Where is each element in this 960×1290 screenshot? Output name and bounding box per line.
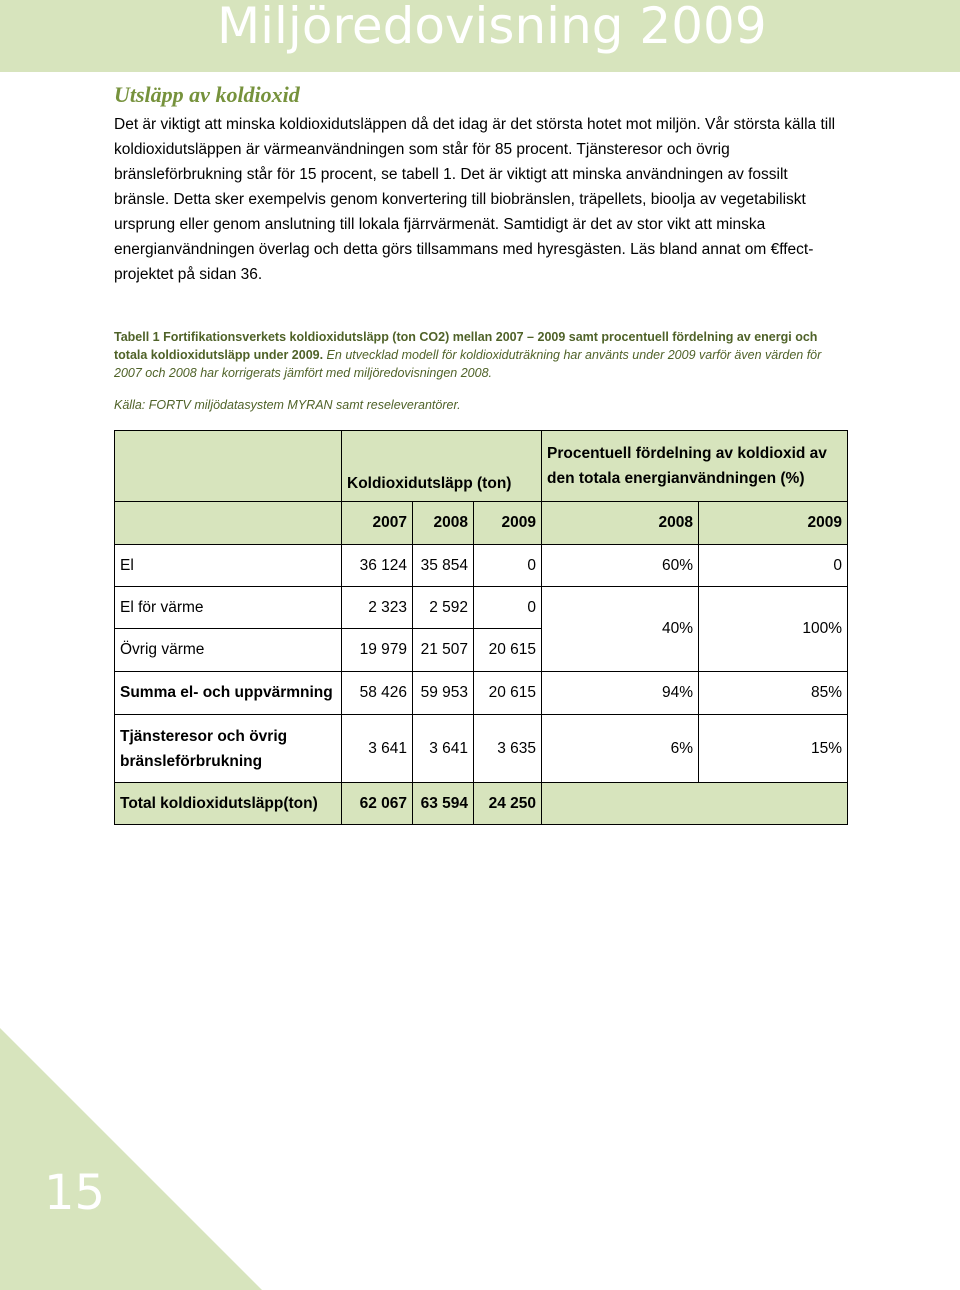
cell-2008: 2 592 bbox=[413, 587, 474, 629]
total-empty-cell bbox=[542, 783, 848, 825]
cell-pct-2008-heat: 40% bbox=[542, 587, 699, 672]
cell-2008: 3 641 bbox=[413, 715, 474, 783]
cell-2007: 58 426 bbox=[342, 672, 413, 715]
cell-2007: 2 323 bbox=[342, 587, 413, 629]
cell-2007: 3 641 bbox=[342, 715, 413, 783]
cell-pct-2008: 94% bbox=[542, 672, 699, 715]
cell-2007: 36 124 bbox=[342, 545, 413, 587]
cell-2007: 62 067 bbox=[342, 783, 413, 825]
cell-2009: 0 bbox=[474, 587, 542, 629]
table-header-row bbox=[115, 431, 848, 502]
table-caption bbox=[114, 328, 849, 382]
cell-pct-2009: 0 bbox=[699, 545, 848, 587]
page-number: 15 bbox=[44, 1165, 106, 1221]
years-label-cell bbox=[115, 502, 342, 545]
cell-2008: 21 507 bbox=[413, 629, 474, 672]
table-row bbox=[115, 545, 848, 587]
dist-year-2009: 2009 bbox=[699, 502, 848, 545]
section-heading: Utsläpp av koldioxid bbox=[114, 82, 300, 107]
row-label: El bbox=[115, 545, 342, 587]
cell-2009: 0 bbox=[474, 545, 542, 587]
year-2008: 2008 bbox=[413, 502, 474, 545]
year-2007: 2007 bbox=[342, 502, 413, 545]
cell-pct-2008: 60% bbox=[542, 545, 699, 587]
cell-pct-2008: 6% bbox=[542, 715, 699, 783]
page-title: Miljöredovisning 2009 bbox=[217, 0, 767, 55]
row-label: Summa el- och uppvärmning bbox=[115, 672, 342, 715]
caption-bold: Tabell 1 Fortifikationsverkets koldioxidutsläpp (ton CO2) mellan 2007 – 2009 samt procentuell fördelning av energi och totala koldioxidutsläpp under 2009. bbox=[114, 330, 818, 362]
body-text bbox=[114, 112, 844, 287]
table-row bbox=[115, 715, 848, 783]
cell-2008: 59 953 bbox=[413, 672, 474, 715]
table-total-row bbox=[115, 783, 848, 825]
cell-pct-2009-heat: 100% bbox=[699, 587, 848, 672]
cell-2008: 35 854 bbox=[413, 545, 474, 587]
row-label: El för värme bbox=[115, 587, 342, 629]
cell-2009: 20 615 bbox=[474, 672, 542, 715]
year-2009: 2009 bbox=[474, 502, 542, 545]
source-note: Källa: FORTV miljödatasystem MYRAN samt reseleverantörer. bbox=[114, 398, 461, 412]
header-emissions: Koldioxidutsläpp (ton) bbox=[342, 431, 542, 502]
table-row bbox=[115, 587, 848, 629]
co2-table bbox=[114, 430, 848, 825]
cell-2009: 3 635 bbox=[474, 715, 542, 783]
body-paragraph: Det är viktigt att minska koldioxidutsläppen då det idag är det största hotet mot miljön. Vår största källa till koldioxidutsläppen är värmeanvändningen som står för 85 procent. Tjänsteresor och övrig bränsleförbrukning står för 15 procent, se tabell 1. Det är viktigt att minska användningen av fossilt bränsle. Detta sker exempelvis genom konvertering till biobränslen, träpellets, bioolja av vegetabiliskt ursprung eller genom anslutning till lokala fjärrvärmenät. Samtidigt är det av stor vikt att minska energianvändningen överlag och detta görs tillsammans med hyresgästen. Läs bland annat om €ffect-projektet på sidan 36. bbox=[114, 116, 836, 283]
cell-2007: 19 979 bbox=[342, 629, 413, 672]
dist-year-2008: 2008 bbox=[542, 502, 699, 545]
row-label: Total koldioxidutsläpp(ton) bbox=[115, 783, 342, 825]
cell-2009: 24 250 bbox=[474, 783, 542, 825]
cell-pct-2009: 85% bbox=[699, 672, 848, 715]
row-label: Tjänsteresor och övrig bränsleförbrukning bbox=[115, 715, 342, 783]
cell-2009: 20 615 bbox=[474, 629, 542, 672]
table-row bbox=[115, 672, 848, 715]
table-years-row bbox=[115, 502, 848, 545]
caption-italic: En utvecklad modell för koldioxiduträkning har använts under 2009 varför även värden för 2007 och 2008 har korrigerats jämfört med miljöredovisningen 2008. bbox=[114, 348, 822, 380]
row-label: Övrig värme bbox=[115, 629, 342, 672]
header-distribution: Procentuell fördelning av koldioxid av den totala energianvändningen (%) bbox=[542, 431, 848, 502]
corner-triangle bbox=[0, 1028, 262, 1290]
cell-2008: 63 594 bbox=[413, 783, 474, 825]
cell-pct-2009: 15% bbox=[699, 715, 848, 783]
corner-cell bbox=[115, 431, 342, 502]
